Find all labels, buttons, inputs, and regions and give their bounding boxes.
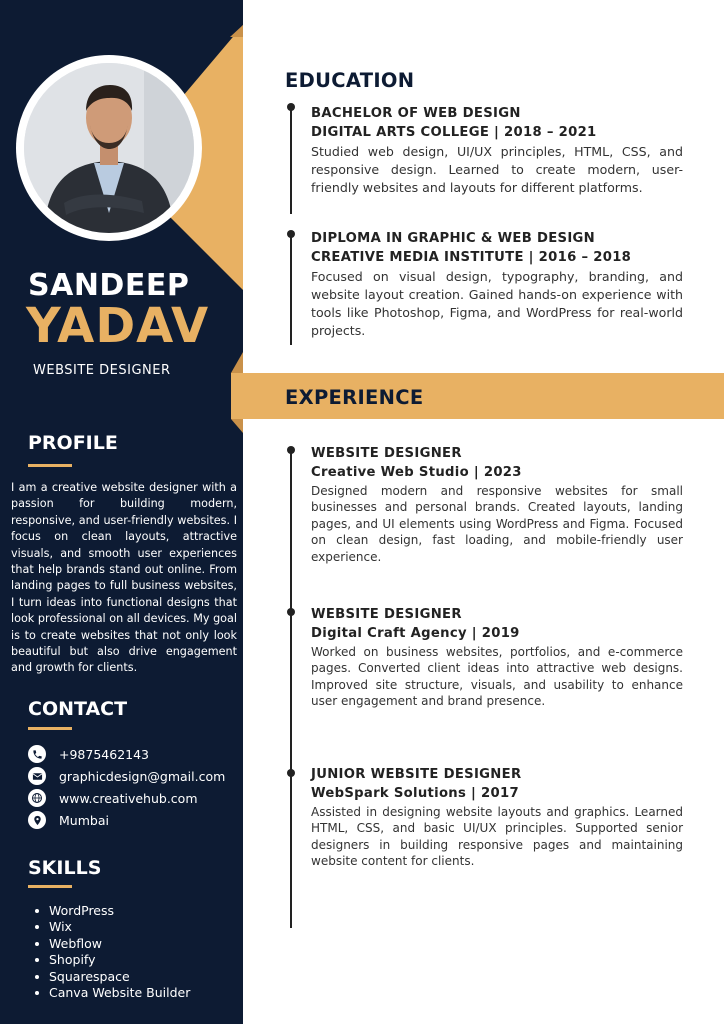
skill-item: Canva Website Builder (35, 985, 190, 1001)
contact-underline (28, 727, 72, 730)
skills-underline (28, 885, 72, 888)
person-portrait-icon (24, 63, 194, 233)
experience-timeline (290, 448, 292, 928)
timeline-dot (287, 230, 295, 238)
education-entry-1 (311, 105, 683, 197)
experience-description: Designed modern and responsive websites for small businesses and personal brands. Created layouts, landing pages, and UI elements using WordPress and Figma. Focused on clean design, fast loading, and mobile-friendly user experience. (311, 484, 683, 564)
experience-subtitle: Digital Craft Agency | 2019 (311, 626, 520, 641)
experience-subtitle: WebSpark Solutions | 2017 (311, 786, 519, 801)
profile-photo-frame (16, 55, 202, 241)
contact-email-text: graphicdesign@gmail.com (59, 768, 226, 784)
profile-underline (28, 464, 72, 467)
banner-fold-shape (231, 352, 244, 434)
contact-website[interactable] (28, 788, 198, 808)
contact-heading: CONTACT (28, 698, 128, 720)
timeline-dot (287, 446, 295, 454)
education-heading: EDUCATION (285, 69, 415, 92)
phone-icon (28, 745, 46, 763)
skill-item: Squarespace (35, 969, 190, 985)
experience-heading: EXPERIENCE (285, 386, 424, 409)
experience-subtitle: Creative Web Studio | 2023 (311, 465, 522, 480)
contact-phone-text: +9875462143 (59, 746, 150, 762)
skill-item: Shopify (35, 952, 190, 968)
email-icon (28, 767, 46, 785)
first-name: SANDEEP (28, 268, 190, 303)
skills-heading: SKILLS (28, 857, 102, 879)
education-description: Focused on visual design, typography, branding, and website layout creation. Gained hands-on experience with tools like Photoshop, Figma, and WordPress for real-world projects. (311, 269, 683, 338)
experience-title: WEBSITE DESIGNER (311, 607, 462, 622)
contact-location-text: Mumbai (59, 812, 109, 828)
education-timeline-2 (290, 233, 292, 345)
contact-location (28, 810, 109, 830)
education-subtitle: DIGITAL ARTS COLLEGE | 2018 – 2021 (311, 125, 597, 140)
education-entry-2 (311, 230, 683, 340)
education-subtitle: CREATIVE MEDIA INSTITUTE | 2016 – 2018 (311, 250, 632, 265)
contact-email[interactable] (28, 766, 225, 786)
education-description: Studied web design, UI/UX principles, HTML, CSS, and responsive design. Learned to create modern, user-friendly websites and layouts for different platforms. (311, 144, 683, 195)
skills-list (35, 903, 190, 1001)
profile-heading: PROFILE (28, 432, 118, 454)
job-role: WEBSITE DESIGNER (33, 363, 171, 378)
profile-text: I am a creative website designer with a passion for building modern, responsive, and user-friendly websites. I focus on clean layouts, attractive visuals, and smooth user experiences that help brands stand out online. From landing pages to full business websites, I turn ideas into functional designs that look professional on all devices. My goal is to create websites that not only look beautiful but also drive engagement and growth for clients. (11, 481, 237, 675)
globe-icon (28, 789, 46, 807)
contact-website-text: www.creativehub.com (59, 790, 198, 806)
education-title: BACHELOR OF WEB DESIGN (311, 106, 521, 121)
experience-title: JUNIOR WEBSITE DESIGNER (311, 767, 522, 782)
education-timeline-1 (290, 106, 292, 214)
experience-title: WEBSITE DESIGNER (311, 446, 462, 461)
contact-phone[interactable] (28, 744, 149, 764)
experience-entry-2 (311, 606, 683, 710)
skill-item: WordPress (35, 903, 190, 919)
experience-entry-1 (311, 445, 683, 565)
timeline-dot (287, 769, 295, 777)
last-name: YADAV (26, 298, 210, 354)
timeline-dot (287, 103, 295, 111)
experience-description: Worked on business websites, portfolios, and e-commerce pages. Converted client ideas into attractive web designs. Improved site structure, visuals, and usability to enhance user engagement and brand presence. (311, 645, 683, 709)
skill-item: Wix (35, 919, 190, 935)
education-title: DIPLOMA IN GRAPHIC & WEB DESIGN (311, 231, 595, 246)
timeline-dot (287, 608, 295, 616)
skill-item: Webflow (35, 936, 190, 952)
location-icon (28, 811, 46, 829)
profile-photo (24, 63, 194, 233)
experience-description: Assisted in designing website layouts and graphics. Learned HTML, CSS, and basic UI/UX principles. Supported senior designers in building responsive pages and maintaining website content for clients. (311, 805, 683, 869)
experience-entry-3 (311, 766, 683, 870)
